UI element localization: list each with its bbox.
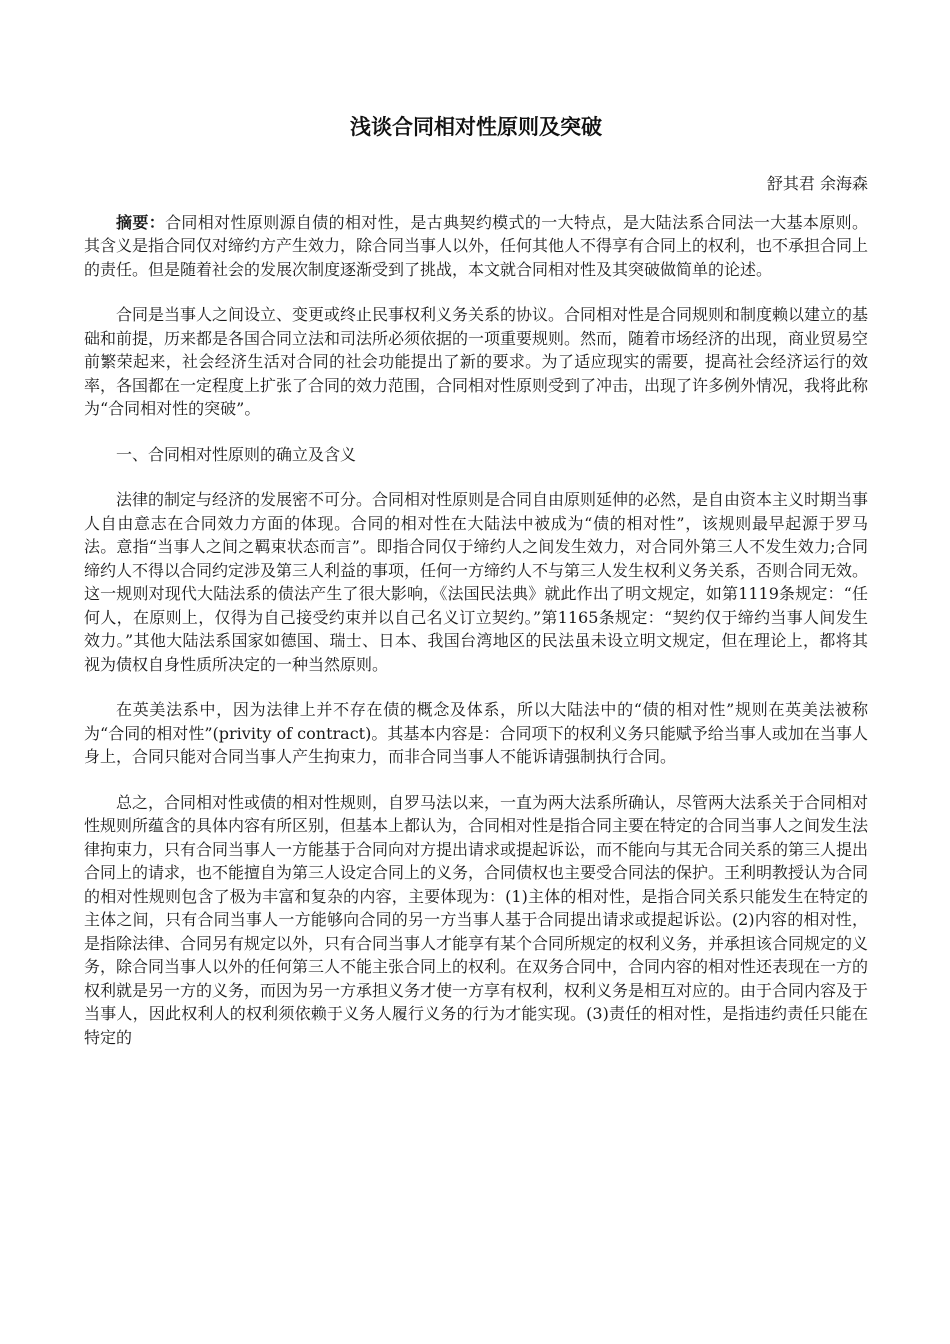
section-heading: 一、合同相对性原则的确立及含义 [116, 444, 357, 464]
abstract-text: 合同相对性原则源自债的相对性，是古典契约模式的一大特点，是大陆法系合同法一大基本原则。其含义是指合同仅对缔约方产生效力，除合同当事人以外，任何其他人不得享有合同上的权利，也不承担合同上的责任。但是随着社会的发展次制度逐渐受到了挑战，本文就合同相对性及其突破做简单的论述。 [84, 212, 869, 279]
paragraph-civil-law: 法律的制定与经济的发展密不可分。合同相对性原则是合同自由原则延伸的必然，是自由资本主义时期当事人自由意志在合同效力方面的体现。合同的相对性在大陆法中被成为“债的相对性”，该规则最早起源于罗马法。意指“当事人之间之羁束状态而言”。即指合同仅于缔约人之间发生效力，对合同外第三人不发生效力;合同缔约人不得以合同约定涉及第三人利益的事项，任何一方缔约人不与第三人发生权利义务关系，否则合同无效。这一规则对现代大陆法系的债法产生了很大影响，《法国民法典》就此作出了明文规定，如第1119条规定：“任何人，在原则上，仅得为自己接受约束并以自己名义订立契约。”第1165条规定：“契约仅于缔约当事人间发生效力。”其他大陆法系国家如德国、瑞士、日本、我国台湾地区的民法虽未设立明文规定，但在理论上，都将其视为债权自身性质所决定的一种当然原则。 [84, 490, 869, 674]
document-title: 浅谈合同相对性原则及突破 [350, 115, 602, 139]
abstract [84, 211, 868, 282]
paragraph-intro: 合同是当事人之间设立、变更或终止民事权利义务关系的协议。合同相对性是合同规则和制度赖以建立的基础和前提，历来都是各国合同立法和司法所必须依据的一项重要规则。然而，随着市场经济的出现，商业贸易空前繁荣起来，社会经济生活对合同的社会功能提出了新的要求。为了适应现实的需要，提高社会经济运行的效率，各国都在一定程度上扩张了合同的效力范围，合同相对性原则受到了冲击，出现了许多例外情况，我将此称为“合同相对性的突破”。 [84, 305, 869, 418]
paragraph-summary: 总之，合同相对性或债的相对性规则，自罗马法以来，一直为两大法系所确认，尽管两大法系关于合同相对性规则所蕴含的具体内容有所区别，但基本上都认为，合同相对性是指合同主要在特定的合同当事人之间发生法律拘束力，只有合同当事人一方能基于合同向对方提出请求或提起诉讼，而不能向与其无合同关系的第三人提出合同上的请求，也不能擅自为第三人设定合同上的义务，合同债权也主要受合同法的保护。王利明教授认为合同的相对性规则包含了极为丰富和复杂的内容，主要体现为：(1)主体的相对性，是指合同关系只能发生在特定的主体之间，只有合同当事人一方能够向合同的另一方当事人基于合同提出请求或提起诉讼。(2)内容的相对性，是指除法律、合同另有规定以外，只有合同当事人才能享有某个合同所规定的权利义务，并承担该合同规定的义务，除合同当事人以外的任何第三人不能主张合同上的权利。在双务合同中，合同内容的相对性还表现在一方的权利就是另一方的义务，而因为另一方承担义务才使一方享有权利，权利义务是相互对应的。由于合同内容及于当事人，因此权利人的权利须依赖于义务人履行义务的行为才能实现。(3)责任的相对性，是指违约责任只能在特定的 [84, 792, 869, 1047]
abstract-label: 摘要： [116, 212, 166, 232]
authors: 舒其君 余海森 [766, 174, 868, 193]
paragraph-common-law: 在英美法系中，因为法律上并不存在债的概念及体系，所以大陆法中的“债的相对性”规则在英美法被称为“合同的相对性”(privity of contract)。其基本内容是：合同项下的权利义务只能赋予给当事人或加在当事人身上，合同只能对合同当事人产生拘束力，而非合同当事人不能诉请强制执行合同。 [84, 700, 868, 766]
document-page [84, 0, 868, 1049]
